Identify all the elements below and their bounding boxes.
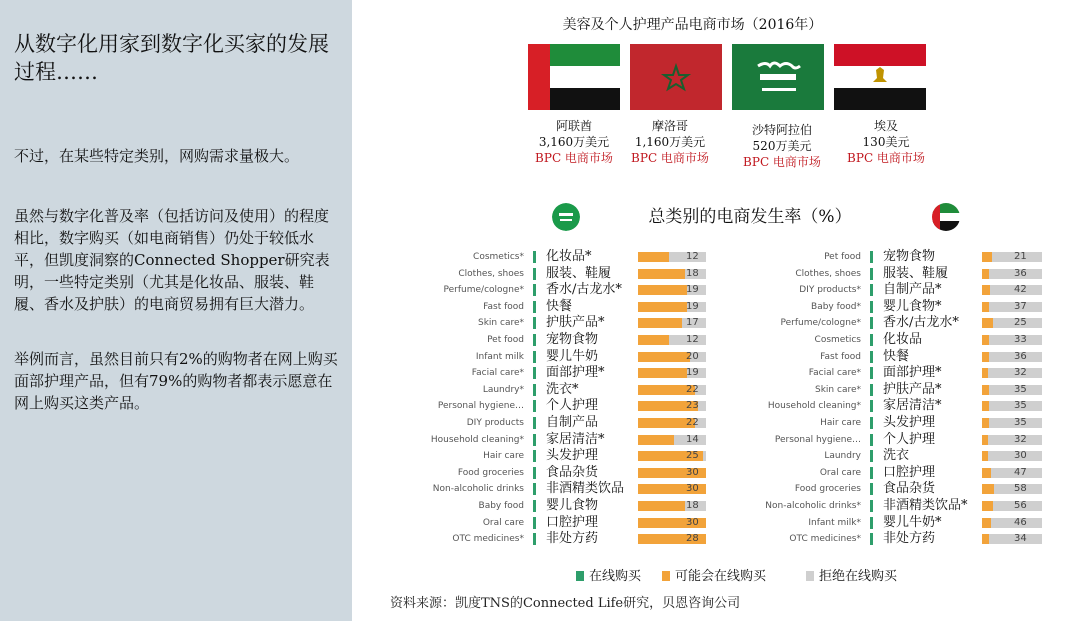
maybe-value: 17 xyxy=(686,317,699,328)
maybe-bar xyxy=(982,302,989,312)
chart-row xyxy=(0,266,1080,282)
market-country: 摩洛哥 xyxy=(651,119,688,133)
maybe-value: 42 xyxy=(1014,284,1027,295)
row-label-zh: 宠物食物 xyxy=(883,249,936,264)
row-label-zh: 洗衣* xyxy=(546,382,579,397)
market-country: 阿联酋 xyxy=(555,119,592,133)
row-label-zh: 家居清洁* xyxy=(883,398,942,413)
row-label-en: Hair care xyxy=(820,418,861,428)
row-label-en: DIY products* xyxy=(799,285,861,295)
online-bar xyxy=(870,500,873,512)
maybe-value: 22 xyxy=(686,384,699,395)
maybe-bar xyxy=(982,451,988,461)
sidebar-headline: 从数字化用家到数字化买家的发展过程…… xyxy=(14,32,329,84)
row-label-en: Personal hygiene… xyxy=(437,401,524,411)
market-label: BPC 电商市场 xyxy=(847,151,925,165)
maybe-bar xyxy=(982,269,989,279)
chart-row xyxy=(0,465,1080,481)
refuse-bar xyxy=(982,501,1042,511)
market-value: 130美元 xyxy=(862,135,910,149)
maybe-bar xyxy=(982,468,991,478)
maybe-value: 34 xyxy=(1014,533,1027,544)
online-bar xyxy=(870,334,873,346)
chart-row xyxy=(0,415,1080,431)
row-label-en: Baby food xyxy=(478,501,524,511)
online-bar xyxy=(870,400,873,412)
maybe-value: 18 xyxy=(686,500,699,511)
row-label-en: Skin care* xyxy=(478,318,524,328)
row-label-en: Clothes, shoes xyxy=(458,269,524,279)
market-value: 520万美元 xyxy=(752,139,812,153)
row-label-zh: 食品杂货 xyxy=(883,481,936,496)
maybe-bar xyxy=(982,401,989,411)
refuse-bar xyxy=(982,468,1042,478)
chart-row xyxy=(0,531,1080,547)
sidebar-paragraph-2: 虽然与数字化普及率（包括访问及使用）的程度相比，数字购买（如电商销售）仍处于较低水平，但凯度洞察的Connected Shopper研究表明，一些特定类别（尤其是化妆品、服装、鞋履、香水及护肤）的电商贸易拥有巨大潜力。 xyxy=(14,207,330,313)
chart-row xyxy=(0,249,1080,265)
maybe-value: 19 xyxy=(686,284,699,295)
row-label-zh: 面部护理* xyxy=(883,365,942,380)
row-label-en: Pet food xyxy=(824,252,861,262)
maybe-value: 36 xyxy=(1014,268,1027,279)
chart-row xyxy=(0,515,1080,531)
row-label-zh: 头发护理 xyxy=(883,415,936,430)
maybe-value: 25 xyxy=(1014,317,1027,328)
row-label-en: Cosmetics* xyxy=(473,252,524,262)
legend-maybe xyxy=(662,565,766,584)
refuse-bar xyxy=(982,385,1042,395)
row-label-zh: 口腔护理 xyxy=(546,515,599,530)
legend-swatch xyxy=(806,571,814,581)
row-label-en: OTC medicines* xyxy=(452,534,524,544)
online-bar xyxy=(870,417,873,429)
maybe-value: 35 xyxy=(1014,400,1027,411)
chart-row xyxy=(0,448,1080,464)
legend-swatch xyxy=(662,571,670,581)
row-label-en: Infant milk* xyxy=(808,518,861,528)
rate-chart-title: 总类别的电商发生率（%） xyxy=(648,207,852,227)
online-bar xyxy=(870,268,873,280)
legend-refuse xyxy=(806,565,897,584)
legend-online xyxy=(576,565,641,584)
online-bar xyxy=(870,317,873,329)
market-country: 埃及 xyxy=(873,119,898,133)
online-bar xyxy=(870,351,873,363)
maybe-value: 32 xyxy=(1014,434,1027,445)
row-label-en: Facial care* xyxy=(808,368,861,378)
row-label-zh: 香水/古龙水* xyxy=(546,282,622,297)
row-label-en: Household cleaning* xyxy=(430,435,524,445)
row-label-zh: 婴儿食物* xyxy=(883,299,942,314)
legend-label: 在线购买 xyxy=(589,569,642,584)
maybe-value: 56 xyxy=(1014,500,1027,511)
row-label-en: Perfume/cologne* xyxy=(780,318,861,328)
maybe-value: 58 xyxy=(1014,483,1027,494)
row-label-zh: 婴儿牛奶 xyxy=(546,349,599,364)
refuse-bar xyxy=(982,368,1042,378)
row-label-zh: 化妆品* xyxy=(546,249,592,264)
market-label: BPC 电商市场 xyxy=(743,155,821,169)
maybe-value: 18 xyxy=(686,268,699,279)
row-label-zh: 口腔护理 xyxy=(883,465,936,480)
online-bar xyxy=(870,284,873,296)
refuse-bar xyxy=(982,451,1042,461)
maybe-value: 36 xyxy=(1014,351,1027,362)
maybe-bar xyxy=(982,518,991,528)
online-bar xyxy=(870,517,873,529)
market-label: BPC 电商市场 xyxy=(535,151,613,165)
maybe-value: 12 xyxy=(686,334,699,345)
maybe-value: 35 xyxy=(1014,417,1027,428)
online-bar xyxy=(870,467,873,479)
row-label-zh: 化妆品 xyxy=(883,332,923,347)
legend-label: 可能会在线购买 xyxy=(675,569,767,584)
refuse-bar xyxy=(982,484,1042,494)
chart-row xyxy=(0,432,1080,448)
row-label-zh: 非酒精类饮品* xyxy=(883,498,968,513)
online-bar xyxy=(870,367,873,379)
row-label-en: OTC medicines* xyxy=(789,534,861,544)
maybe-bar xyxy=(982,418,989,428)
online-bar xyxy=(870,533,873,545)
row-label-zh: 非处方药 xyxy=(883,531,936,546)
maybe-value: 22 xyxy=(686,417,699,428)
maybe-bar xyxy=(982,252,992,262)
row-label-en: Laundry* xyxy=(482,385,524,395)
row-label-zh: 服装、鞋履 xyxy=(546,266,612,281)
maybe-bar xyxy=(982,435,988,445)
maybe-bar xyxy=(982,335,989,345)
row-label-en: Baby food* xyxy=(811,302,861,312)
row-label-en: Hair care xyxy=(483,451,524,461)
refuse-bar xyxy=(982,335,1042,345)
row-label-zh: 个人护理 xyxy=(546,398,599,413)
sidebar-paragraph-3: 举例而言，虽然目前只有2%的购物者在网上购买面部护理产品，但有79%的购物者都表示愿意在网上购买这类产品。 xyxy=(14,350,338,412)
maybe-value: 35 xyxy=(1014,384,1027,395)
online-bar xyxy=(870,450,873,462)
row-label-en: Clothes, shoes xyxy=(795,269,861,279)
refuse-bar xyxy=(982,435,1042,445)
maybe-value: 32 xyxy=(1014,367,1027,378)
row-label-zh: 头发护理 xyxy=(546,448,599,463)
uae-flag-icon xyxy=(528,44,620,110)
legend-label: 拒绝在线购买 xyxy=(819,569,898,584)
chart-row xyxy=(0,382,1080,398)
legend-swatch xyxy=(576,571,584,581)
market-chart-title: 美容及个人护理产品电商市场（2016年） xyxy=(562,17,823,33)
refuse-bar xyxy=(982,269,1042,279)
refuse-bar xyxy=(982,285,1042,295)
chart-row xyxy=(0,315,1080,331)
row-label-en: Laundry xyxy=(824,451,861,461)
row-label-zh: 个人护理 xyxy=(883,432,936,447)
row-label-zh: 护肤产品* xyxy=(883,382,942,397)
maybe-bar xyxy=(982,285,990,295)
row-label-en: Non-alcoholic drinks xyxy=(432,484,524,494)
maybe-value: 23 xyxy=(686,400,699,411)
chart-row xyxy=(0,398,1080,414)
row-label-zh: 非处方药 xyxy=(546,531,599,546)
row-label-zh: 快餐 xyxy=(546,299,573,314)
refuse-bar xyxy=(982,401,1042,411)
maybe-bar xyxy=(982,352,989,362)
maybe-bar xyxy=(982,534,989,544)
row-label-zh: 宠物食物 xyxy=(546,332,599,347)
online-bar xyxy=(870,384,873,396)
maybe-bar xyxy=(982,484,994,494)
refuse-bar xyxy=(982,534,1042,544)
row-label-en: Fast food xyxy=(820,352,861,362)
online-bar xyxy=(870,434,873,446)
row-label-zh: 食品杂货 xyxy=(546,465,599,480)
row-label-en: Fast food xyxy=(483,302,524,312)
chart-row xyxy=(0,349,1080,365)
row-label-en: Food groceries xyxy=(794,484,861,494)
maybe-value: 21 xyxy=(1014,251,1027,262)
chart-row xyxy=(0,299,1080,315)
online-bar xyxy=(870,251,873,263)
market-value: 1,160万美元 xyxy=(634,135,706,149)
maybe-bar xyxy=(982,385,989,395)
market-country: 沙特阿拉伯 xyxy=(751,123,812,137)
market-morocco xyxy=(610,118,730,166)
online-bar xyxy=(870,301,873,313)
refuse-bar xyxy=(982,318,1042,328)
row-label-en: Cosmetics xyxy=(814,335,861,345)
row-label-zh: 家居清洁* xyxy=(546,432,605,447)
row-label-zh: 服装、鞋履 xyxy=(883,266,949,281)
maybe-value: 19 xyxy=(686,301,699,312)
egypt-flag-icon xyxy=(834,44,926,110)
row-label-en: DIY products xyxy=(466,418,524,428)
row-label-en: Skin care* xyxy=(815,385,861,395)
maybe-value: 19 xyxy=(686,367,699,378)
row-label-en: Pet food xyxy=(487,335,524,345)
sidebar-paragraph-1: 不过，在某些特定类别，网购需求量极大。 xyxy=(14,147,300,165)
maybe-value: 25 xyxy=(686,450,699,461)
market-egypt xyxy=(826,118,946,166)
refuse-bar xyxy=(982,518,1042,528)
source-note: 资料来源：凯度TNS的Connected Life研究，贝恩咨询公司 xyxy=(390,596,741,611)
refuse-bar xyxy=(982,302,1042,312)
maybe-value: 30 xyxy=(686,467,699,478)
market-saudi xyxy=(722,122,842,170)
maybe-value: 20 xyxy=(686,351,699,362)
row-label-en: Non-alcoholic drinks* xyxy=(765,501,861,511)
maybe-value: 46 xyxy=(1014,517,1027,528)
maybe-value: 28 xyxy=(686,533,699,544)
row-label-zh: 香水/古龙水* xyxy=(883,315,959,330)
row-label-zh: 护肤产品* xyxy=(546,315,605,330)
market-label: BPC 电商市场 xyxy=(631,151,709,165)
row-label-zh: 面部护理* xyxy=(546,365,605,380)
row-label-zh: 自制产品 xyxy=(546,415,599,430)
refuse-bar xyxy=(982,252,1042,262)
online-bar xyxy=(870,483,873,495)
maybe-value: 37 xyxy=(1014,301,1027,312)
maybe-bar xyxy=(982,368,988,378)
row-label-en: Oral care xyxy=(482,518,524,528)
row-label-en: Perfume/cologne* xyxy=(443,285,524,295)
row-label-en: Oral care xyxy=(819,468,861,478)
maybe-bar xyxy=(982,501,993,511)
maybe-value: 33 xyxy=(1014,334,1027,345)
row-label-zh: 快餐 xyxy=(883,349,910,364)
row-label-zh: 婴儿食物 xyxy=(546,498,599,513)
row-label-en: Personal hygiene… xyxy=(774,435,861,445)
market-value: 3,160万美元 xyxy=(538,135,610,149)
row-label-zh: 自制产品* xyxy=(883,282,942,297)
row-label-zh: 婴儿牛奶* xyxy=(883,515,942,530)
uae-badge-icon xyxy=(932,203,960,231)
row-label-zh: 洗衣 xyxy=(883,448,910,463)
chart-row xyxy=(0,481,1080,497)
row-label-en: Infant milk xyxy=(475,352,524,362)
saudi-badge-icon xyxy=(552,203,580,231)
morocco-flag-icon xyxy=(630,44,722,110)
maybe-value: 14 xyxy=(686,434,699,445)
chart-row xyxy=(0,282,1080,298)
refuse-bar xyxy=(982,418,1042,428)
maybe-value: 12 xyxy=(686,251,699,262)
saudi-flag-icon xyxy=(732,44,824,110)
maybe-value: 47 xyxy=(1014,467,1027,478)
maybe-bar xyxy=(982,318,993,328)
row-label-en: Food groceries xyxy=(457,468,524,478)
chart-row xyxy=(0,332,1080,348)
row-label-zh: 非酒精类饮品 xyxy=(546,481,625,496)
chart-row xyxy=(0,365,1080,381)
maybe-value: 30 xyxy=(686,483,699,494)
maybe-value: 30 xyxy=(686,517,699,528)
maybe-value: 30 xyxy=(1014,450,1027,461)
row-label-en: Household cleaning* xyxy=(767,401,861,411)
row-label-en: Facial care* xyxy=(471,368,524,378)
refuse-bar xyxy=(982,352,1042,362)
chart-row xyxy=(0,498,1080,514)
